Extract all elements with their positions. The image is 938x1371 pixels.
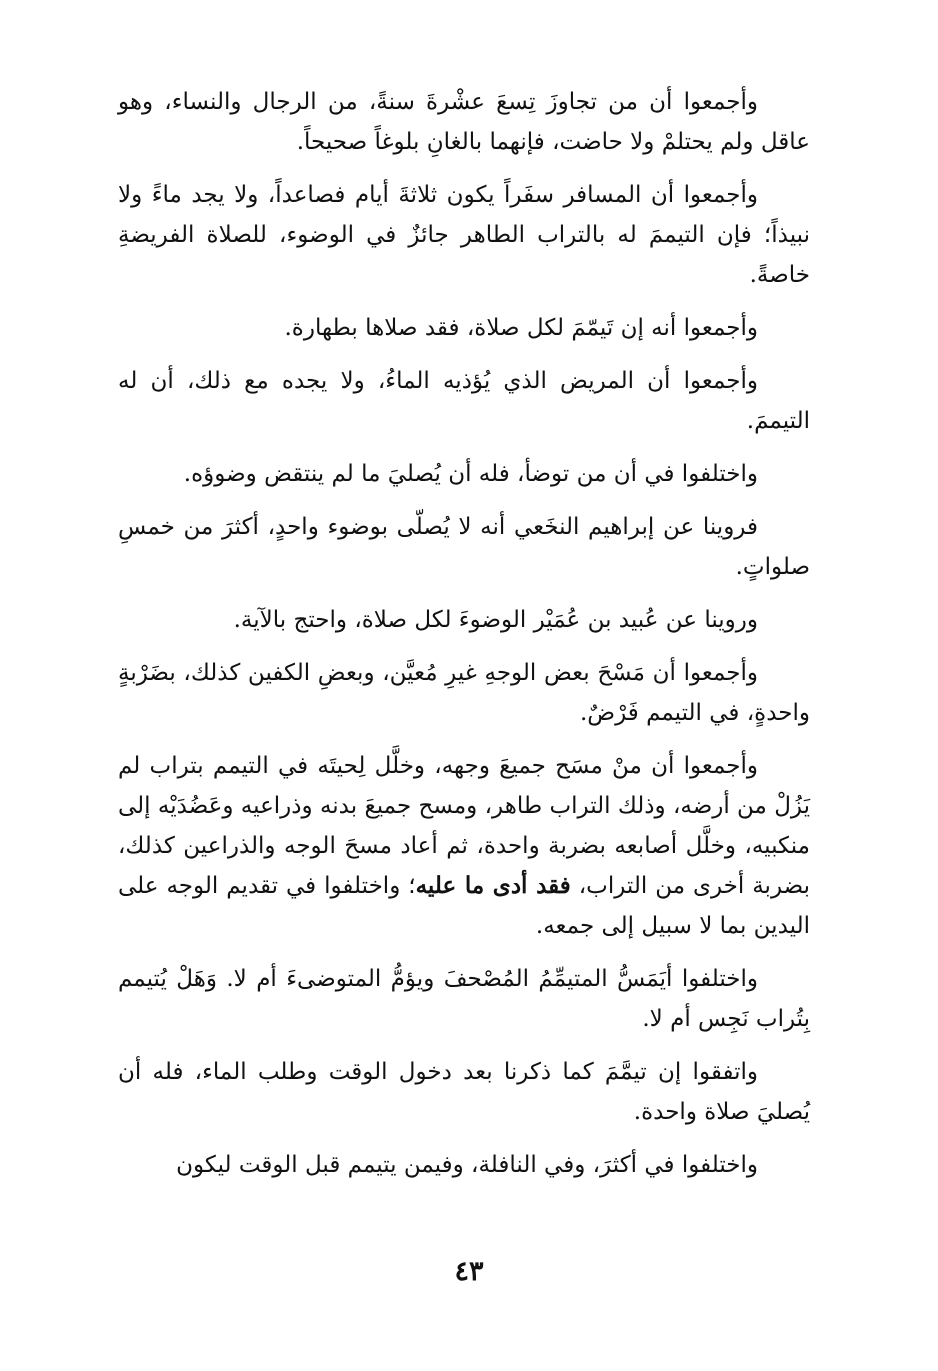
paragraph-full-wiping-end: ؛ واختلفوا في تقديم الوجه على اليدين بما لا سبيل إلى جمعه.: [118, 873, 810, 939]
paragraph-tayammum-each-prayer: وأجمعوا أنه إن تَيمّمَ لكل صلاة، فقد صلاها بطهارة.: [284, 315, 758, 341]
paragraph-touching-mushaf: واختلفوا أيَمَسُّ المتيمِّمُ المُصْحفَ ويؤمُّ المتوضىءَ أم لا. وَهَلْ يُتيمم بِتُراب نَجِس أم لا.: [118, 966, 810, 1032]
paragraph-sick-person: وأجمعوا أن المريض الذي يُؤذيه الماءُ، ولا يجده مع ذلك، أن له التيممَ.: [118, 368, 810, 434]
paragraph-full-wiping-bold: فقد أدى ما عليه: [415, 872, 571, 899]
paragraph-full-wiping: [118, 746, 810, 946]
paragraph-wiping-face: وأجمعوا أن مَسْحَ بعض الوجهِ غيرِ مُعيَّن، وبعضِ الكفين كذلك، بضَرْبةٍ واحدةٍ، في التيمم فَرْضٌ.: [118, 660, 810, 726]
page-number: ٤٣: [454, 1256, 484, 1287]
paragraph-ablution-disagreement: واختلفوا في أن من توضأ، فله أن يُصليَ ما لم ينتقض وضوؤه.: [183, 461, 758, 487]
paragraph-puberty-age: وأجمعوا أن من تجاوزَ تِسعَ عشْرةَ سنةً، من الرجال والنساء، وهو عاقل ولم يحتلمْ ولا حاضت، فإنهما بالغانِ بلوغاً صحيحاً.: [118, 89, 810, 155]
paragraph-ubayd-narration: وروينا عن عُبيد بن عُمَيْر الوضوءَ لكل صلاة، واحتج بالآية.: [233, 607, 758, 633]
paragraph-more-prayers: واختلفوا في أكثرَ، وفي النافلة، وفيمن يتيمم قبل الوقت ليكون: [176, 1152, 758, 1178]
paragraph-after-prayer-time: واتفقوا إن تيمَّمَ كما ذكرنا بعد دخول الوقت وطلب الماء، فله أن يُصليَ صلاة واحدة.: [118, 1059, 810, 1125]
paragraph-traveler-tayammum: وأجمعوا أن المسافر سفَراً يكون ثلاثةَ أيام فصاعداً، ولا يجد ماءً ولا نبيذاً؛ فإن التيممَ له بالتراب الطاهر جائزٌ في الوضوء، للصلاة الفريضةِ خاصةً.: [118, 182, 810, 288]
paragraph-nakhai-narration: فروينا عن إبراهيم النخَعي أنه لا يُصلّى بوضوء واحدٍ، أكثرَ من خمسِ صلواتٍ.: [118, 514, 810, 580]
paragraph-full-wiping-start: وأجمعوا أن منْ مسَح جميعَ وجهه، وخلَّل لِحيتَه في التيمم بتراب لم يَزُلْ من أرضه، وذلك التراب طاهر، ومسح جميعَ بدنه وذراعيه وعَضُدَيْه إلى منكبيه، وخلَّل أصابعه بضربة واحدة، ثم أعاد مسحَ الوجه والذراعين كذلك، بضربة أخرى من التراب،: [118, 753, 810, 899]
